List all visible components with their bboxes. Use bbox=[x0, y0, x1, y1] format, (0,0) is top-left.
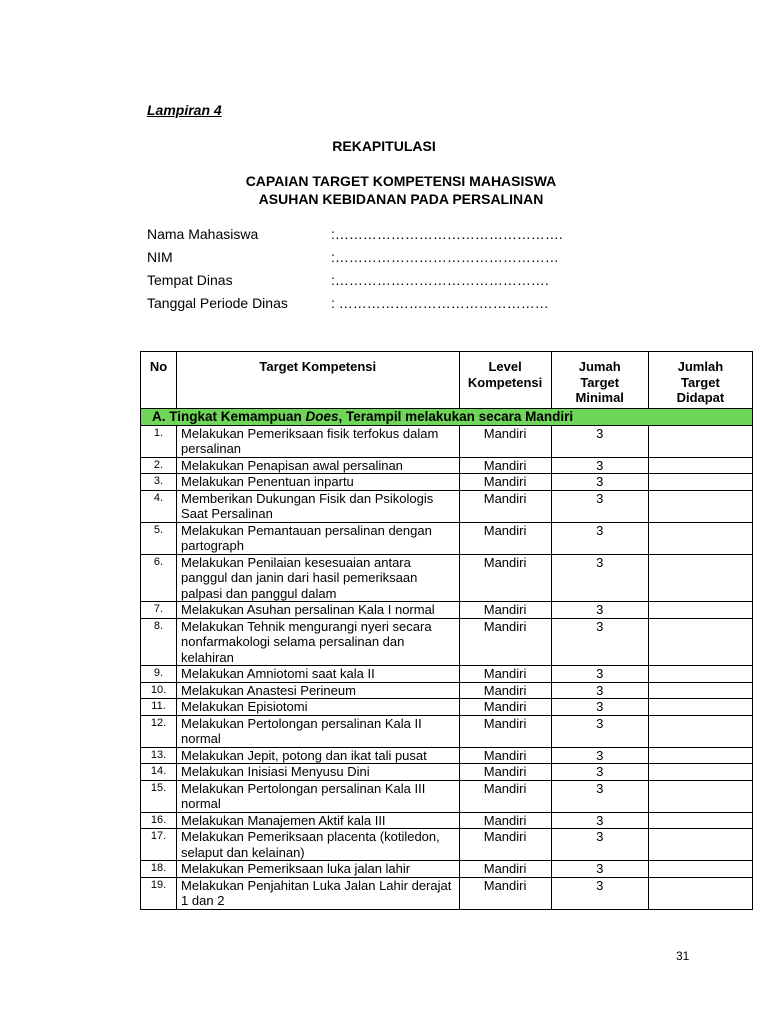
row-min-target: 3 bbox=[551, 829, 648, 861]
info-label: NIM bbox=[147, 249, 173, 265]
row-number: 3. bbox=[141, 474, 177, 491]
row-level: Mandiri bbox=[459, 522, 551, 554]
row-level: Mandiri bbox=[459, 764, 551, 781]
row-min-target: 3 bbox=[551, 618, 648, 666]
row-achieved bbox=[648, 812, 752, 829]
section-row bbox=[141, 409, 753, 426]
info-row-nim bbox=[147, 249, 563, 272]
row-achieved bbox=[648, 602, 752, 619]
row-achieved bbox=[648, 715, 752, 747]
row-min-target: 3 bbox=[551, 457, 648, 474]
table-row bbox=[141, 877, 753, 909]
row-target: Melakukan Inisiasi Menyusu Dini bbox=[177, 764, 459, 781]
row-level: Mandiri bbox=[459, 457, 551, 474]
table-row bbox=[141, 474, 753, 491]
row-achieved bbox=[648, 490, 752, 522]
header-min bbox=[551, 352, 648, 409]
row-min-target: 3 bbox=[551, 877, 648, 909]
table-row bbox=[141, 861, 753, 878]
row-achieved bbox=[648, 747, 752, 764]
row-min-target: 3 bbox=[551, 764, 648, 781]
row-min-target: 3 bbox=[551, 554, 648, 602]
row-level: Mandiri bbox=[459, 490, 551, 522]
row-level: Mandiri bbox=[459, 861, 551, 878]
info-value: : ……………………………………… bbox=[331, 295, 549, 311]
table-header-row bbox=[141, 352, 753, 409]
section-heading bbox=[141, 409, 753, 426]
row-target: Melakukan Pertolongan persalinan Kala III normal bbox=[177, 780, 459, 812]
table-row bbox=[141, 554, 753, 602]
row-min-target: 3 bbox=[551, 682, 648, 699]
page-number: 31 bbox=[676, 949, 690, 963]
row-achieved bbox=[648, 861, 752, 878]
row-min-target: 3 bbox=[551, 602, 648, 619]
row-number: 13. bbox=[141, 747, 177, 764]
header-level bbox=[459, 352, 551, 409]
row-number: 4. bbox=[141, 490, 177, 522]
row-level: Mandiri bbox=[459, 425, 551, 457]
header-got-line2: Target bbox=[681, 374, 720, 390]
row-achieved bbox=[648, 780, 752, 812]
row-level: Mandiri bbox=[459, 877, 551, 909]
row-target: Melakukan Pemeriksaan luka jalan lahir bbox=[177, 861, 459, 878]
document-title: REKAPITULASI bbox=[332, 138, 436, 154]
header-target: Target Kompetensi bbox=[177, 352, 459, 409]
row-number: 5. bbox=[141, 522, 177, 554]
row-achieved bbox=[648, 666, 752, 683]
section-suffix: , Terampil melakukan secara Mandiri bbox=[338, 409, 574, 424]
row-min-target: 3 bbox=[551, 425, 648, 457]
row-target: Melakukan Penjahitan Luka Jalan Lahir derajat 1 dan 2 bbox=[177, 877, 459, 909]
row-number: 12. bbox=[141, 715, 177, 747]
row-target: Melakukan Amniotomi saat kala II bbox=[177, 666, 459, 683]
table-row bbox=[141, 764, 753, 781]
row-level: Mandiri bbox=[459, 618, 551, 666]
row-target: Melakukan Manajemen Aktif kala III bbox=[177, 812, 459, 829]
row-min-target: 3 bbox=[551, 812, 648, 829]
row-number: 9. bbox=[141, 666, 177, 683]
row-target: Melakukan Penilaian kesesuaian antara panggul dan janin dari hasil pemeriksaan palpasi dan panggul dalam bbox=[177, 554, 459, 602]
row-number: 2. bbox=[141, 457, 177, 474]
row-target: Melakukan Pemeriksaan placenta (kotiledon, selaput dan kelainan) bbox=[177, 829, 459, 861]
row-target: Melakukan Pertolongan persalinan Kala II normal bbox=[177, 715, 459, 747]
header-min-line3: Minimal bbox=[575, 390, 624, 405]
row-min-target: 3 bbox=[551, 666, 648, 683]
row-min-target: 3 bbox=[551, 699, 648, 716]
row-level: Mandiri bbox=[459, 747, 551, 764]
header-got-line1: Jumlah bbox=[677, 359, 724, 374]
appendix-label: Lampiran 4 bbox=[147, 102, 222, 118]
row-number: 18. bbox=[141, 861, 177, 878]
row-min-target: 3 bbox=[551, 522, 648, 554]
table-row bbox=[141, 425, 753, 457]
table-row bbox=[141, 699, 753, 716]
row-number: 19. bbox=[141, 877, 177, 909]
row-level: Mandiri bbox=[459, 699, 551, 716]
row-number: 10. bbox=[141, 682, 177, 699]
row-achieved bbox=[648, 764, 752, 781]
row-target: Melakukan Jepit, potong dan ikat tali pusat bbox=[177, 747, 459, 764]
row-target: Melakukan Asuhan persalinan Kala I normal bbox=[177, 602, 459, 619]
row-target: Melakukan Tehnik mengurangi nyeri secara nonfarmakologi selama persalinan dan kelahiran bbox=[177, 618, 459, 666]
table-row bbox=[141, 747, 753, 764]
info-value: :………………………………………. bbox=[331, 272, 549, 288]
document-subtitle-1: CAPAIAN TARGET KOMPETENSI MAHASISWA bbox=[245, 173, 557, 189]
info-row-place bbox=[147, 272, 563, 295]
row-achieved bbox=[648, 522, 752, 554]
table-row bbox=[141, 602, 753, 619]
row-achieved bbox=[648, 554, 752, 602]
row-level: Mandiri bbox=[459, 666, 551, 683]
row-min-target: 3 bbox=[551, 715, 648, 747]
row-target: Melakukan Penapisan awal persalinan bbox=[177, 457, 459, 474]
row-min-target: 3 bbox=[551, 747, 648, 764]
competency-table bbox=[140, 351, 753, 910]
table-row bbox=[141, 490, 753, 522]
row-number: 8. bbox=[141, 618, 177, 666]
row-achieved bbox=[648, 457, 752, 474]
info-label: Tempat Dinas bbox=[147, 272, 233, 288]
row-level: Mandiri bbox=[459, 829, 551, 861]
row-number: 16. bbox=[141, 812, 177, 829]
row-target: Melakukan Episiotomi bbox=[177, 699, 459, 716]
row-achieved bbox=[648, 618, 752, 666]
row-number: 11. bbox=[141, 699, 177, 716]
row-number: 1. bbox=[141, 425, 177, 457]
row-achieved bbox=[648, 682, 752, 699]
info-value: :…………………………………………. bbox=[331, 226, 563, 242]
header-got bbox=[648, 352, 752, 409]
row-min-target: 3 bbox=[551, 490, 648, 522]
row-min-target: 3 bbox=[551, 780, 648, 812]
row-target: Melakukan Anastesi Perineum bbox=[177, 682, 459, 699]
row-number: 15. bbox=[141, 780, 177, 812]
row-level: Mandiri bbox=[459, 682, 551, 699]
header-level-line2: Kompetensi bbox=[467, 374, 543, 390]
row-achieved bbox=[648, 699, 752, 716]
table-row bbox=[141, 457, 753, 474]
table-row bbox=[141, 715, 753, 747]
row-target: Melakukan Penentuan inpartu bbox=[177, 474, 459, 491]
header-no: No bbox=[141, 352, 177, 409]
header-level-line1: Level bbox=[488, 359, 522, 374]
row-achieved bbox=[648, 877, 752, 909]
row-number: 14. bbox=[141, 764, 177, 781]
header-min-line2: Target bbox=[580, 374, 620, 390]
row-number: 6. bbox=[141, 554, 177, 602]
table-row bbox=[141, 812, 753, 829]
table-row bbox=[141, 618, 753, 666]
row-level: Mandiri bbox=[459, 715, 551, 747]
table-row bbox=[141, 829, 753, 861]
info-value: :………………………………………… bbox=[331, 249, 559, 265]
document-subtitle-2: ASUHAN KEBIDANAN PADA PERSALINAN bbox=[258, 191, 544, 207]
row-level: Mandiri bbox=[459, 474, 551, 491]
row-achieved bbox=[648, 829, 752, 861]
row-target: Melakukan Pemantauan persalinan dengan partograph bbox=[177, 522, 459, 554]
info-label: Nama Mahasiswa bbox=[147, 226, 259, 242]
header-got-line3: Didapat bbox=[676, 390, 725, 405]
row-achieved bbox=[648, 425, 752, 457]
row-level: Mandiri bbox=[459, 554, 551, 602]
row-number: 17. bbox=[141, 829, 177, 861]
table-row bbox=[141, 522, 753, 554]
table-row bbox=[141, 666, 753, 683]
table-row bbox=[141, 780, 753, 812]
row-level: Mandiri bbox=[459, 602, 551, 619]
row-achieved bbox=[648, 474, 752, 491]
section-italic: Does bbox=[305, 409, 339, 424]
student-info bbox=[147, 226, 563, 318]
row-min-target: 3 bbox=[551, 474, 648, 491]
row-target: Memberikan Dukungan Fisik dan Psikologis Saat Persalinan bbox=[177, 490, 459, 522]
row-target: Melakukan Pemeriksaan fisik terfokus dalam persalinan bbox=[177, 425, 459, 457]
info-label: Tanggal Periode Dinas bbox=[147, 295, 288, 311]
row-number: 7. bbox=[141, 602, 177, 619]
info-row-name bbox=[147, 226, 563, 249]
section-prefix: A. Tingkat Kemampuan bbox=[152, 409, 306, 424]
row-level: Mandiri bbox=[459, 780, 551, 812]
row-level: Mandiri bbox=[459, 812, 551, 829]
row-min-target: 3 bbox=[551, 861, 648, 878]
header-min-line1: Jumah bbox=[578, 359, 621, 374]
info-row-period bbox=[147, 295, 563, 318]
table-row bbox=[141, 682, 753, 699]
